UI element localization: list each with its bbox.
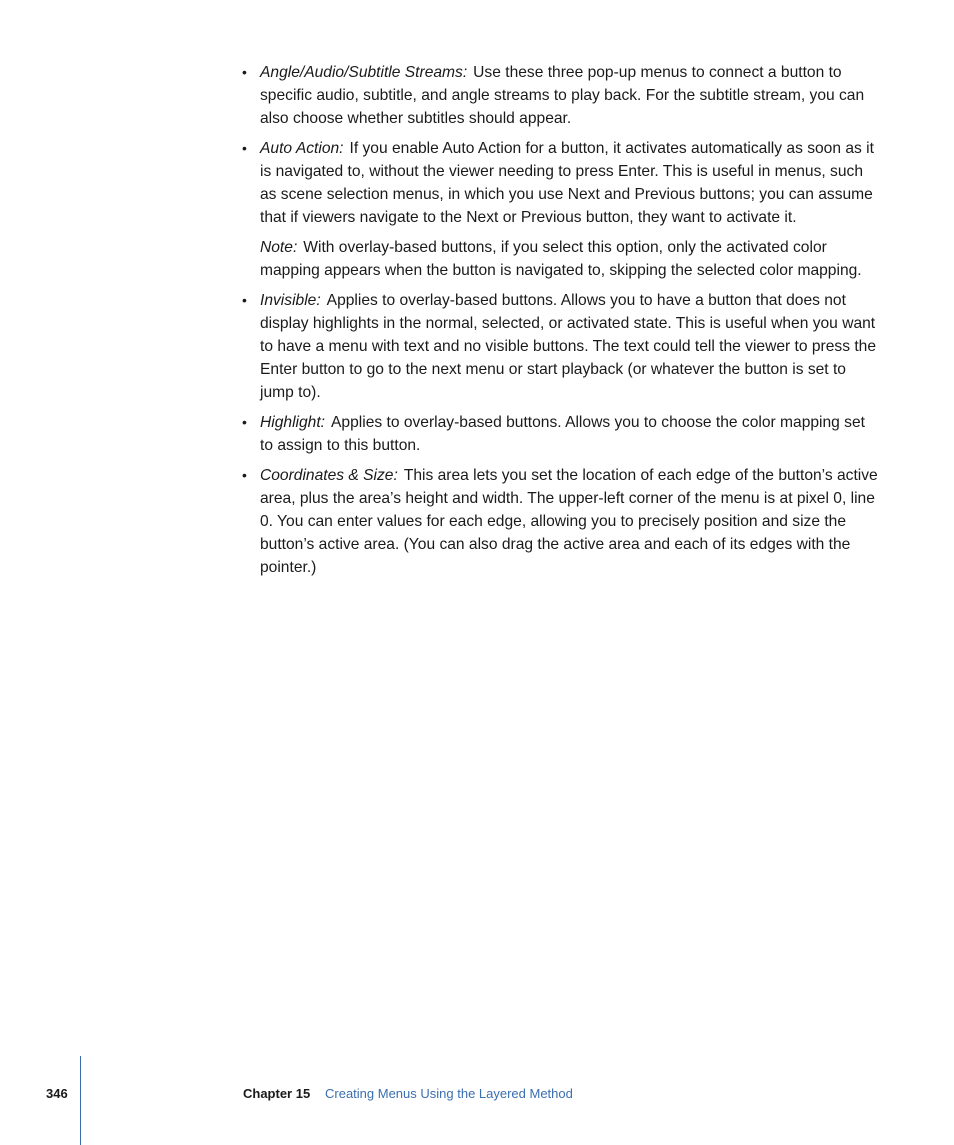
- page-body: [242, 61, 882, 586]
- page-number: 346: [46, 1086, 68, 1101]
- footer-chapter-title[interactable]: Creating Menus Using the Layered Method: [325, 1086, 573, 1101]
- item-term: Auto Action:: [260, 140, 344, 157]
- item-text: If you enable Auto Action for a button, it activates automatically as soon as it is navigated to, without the viewer needing to press Enter. This is useful in menus, such as scene selection menus, in which you use Next and Previous buttons; you can assume that if viewers navigate to the Next or Previous button, they want to activate it.: [260, 140, 874, 226]
- note-text: With overlay-based buttons, if you select this option, only the activated color mapping appears when the button is navigated to, skipping the selected color mapping.: [260, 239, 862, 279]
- item-text: This area lets you set the location of each edge of the button’s active area, plus the area’s height and width. The upper-left corner of the menu is at pixel 0, line 0. You can enter values for each edge, allowing you to precisely position and size the button’s active area. (You can also drag the active area and each of its edges with the pointer.): [260, 467, 878, 576]
- bullet: •: [242, 140, 247, 156]
- bullet: •: [242, 467, 247, 483]
- list-item: [242, 289, 882, 404]
- list-item: [242, 464, 882, 579]
- bullet: •: [242, 64, 247, 80]
- footer-divider: [80, 1056, 81, 1145]
- item-text: Applies to overlay-based buttons. Allows you to have a button that does not display highlights in the normal, selected, or activated state. This is useful when you want to have a menu with text and no visible buttons. The text could tell the viewer to press the Enter button to go to the next menu or start playback (or whatever the button is set to jump to).: [260, 292, 877, 401]
- item-term: Invisible:: [260, 292, 321, 309]
- item-term: Coordinates & Size:: [260, 467, 398, 484]
- item-term: Highlight:: [260, 414, 326, 431]
- item-text: Applies to overlay-based buttons. Allows you to choose the color mapping set to assign to this button.: [260, 414, 865, 454]
- bullet: •: [242, 414, 247, 430]
- bullet: •: [242, 292, 247, 308]
- item-text: Use these three pop-up menus to connect a button to specific audio, subtitle, and angle streams to play back. For the subtitle stream, you can also choose whether subtitles should appear.: [260, 64, 865, 127]
- list-item: [242, 137, 882, 229]
- note-paragraph: [242, 236, 882, 282]
- list-item: [242, 61, 882, 130]
- note-label: Note:: [260, 239, 298, 256]
- list-item: [242, 411, 882, 457]
- item-term: Angle/Audio/Subtitle Streams:: [260, 64, 468, 81]
- footer-chapter-label: Chapter 15: [243, 1086, 311, 1101]
